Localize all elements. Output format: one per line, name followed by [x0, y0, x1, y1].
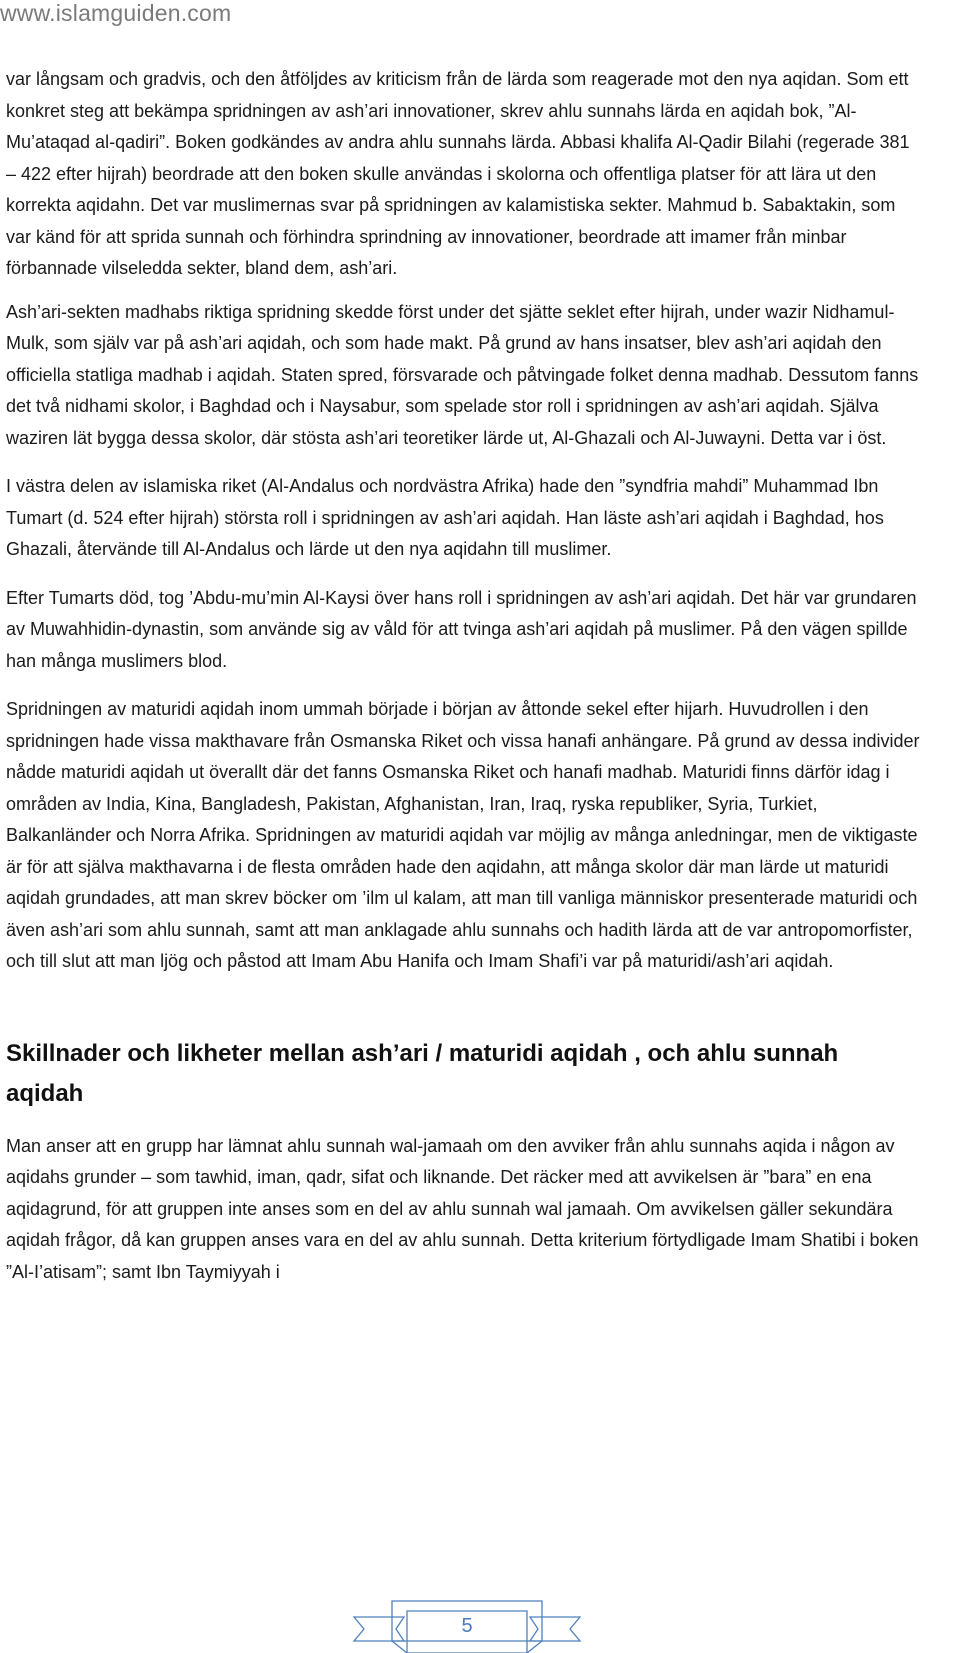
section-heading: Skillnader och likheter mellan ash’ari / maturidi aqidah , och ahlu sunnah aqidah [6, 1039, 839, 1107]
paragraph-6: Man anser att en grupp har lämnat ahlu sunnah wal-jamaah om den avviker från ahlu sunnahs aqida i någon av aqidahs grunder – som tawhid, iman, qadr, sifat och liknande. Det räcker med att avvikelsen är ”bara” en ena aqidagrund, för att gruppen inte anses som en del av ahlu sunnah wal jamaah. Om avvikelsen gäller sekundära aqidah frågor, då kan gruppen anses vara en del av ahlu sunnah. Detta kriterium förtydligade Imam Shatibi i boken ”Al-I’atisam”; samt Ibn Taymiyyah i [6, 1135, 919, 1282]
paragraph-5: Spridningen av maturidi aqidah inom ummah började i början av åttonde sekel efter hijarh. Huvudrollen i den spridningen hade vissa makthavare från Osmanska Riket och vissa hanafi anhängare. På grund av dessa individer nådde maturidi aqidah ut överallt där det fanns Osmanska Riket och hanafi madhab. Maturidi finns därför idag i områden av India, Kina, Bangladesh, Pakistan, Afghanistan, Iran, Iraq, ryska republiker, Syria, Turkiet, Balkanländer och Norra Afrika. Spridningen av maturidi aqidah var möjlig av många anledningar, men de viktigaste är för att själva makthavarna i de flesta områden hade den aqidahn, att många skolor där man lärde ut maturidi aqidah grundades, att man skrev böcker om ’ilm ul kalam, att man till vanliga människor presenterade maturidi och även ash’ari som ahlu sunnah, samt att man anklagade ahlu sunnahs och hadith lärda att de var antropomorfister, och till slut att man ljög och påstod att Imam Abu Hanifa och Imam Shafi’i var på maturidi/ash’ari aqidah. [6, 699, 920, 971]
paragraph-3: I västra delen av islamiska riket (Al-Andalus och nordvästra Afrika) hade den ”syndfria mahdi” Muhammad Ibn Tumart (d. 524 efter hijrah) största roll i spridningen av ash’ari aqidah. Han läste ash’ari aqidah i Baghdad, hos Ghazali, återvände till Al-Andalus och lärde ut den nya aqidahn till muslimer. [6, 476, 884, 559]
paragraph-4: Efter Tumarts död, tog ’Abdu-mu’min Al-Kaysi över hans roll i spridningen av ash’ari aqidah. Det här var grundaren av Muwahhidin-dynastin, som använde sig av våld för att tvinga ash’ari aqidah på muslimer. På den vägen spillde han många muslimers blod. [6, 587, 917, 671]
page-number: 5 [461, 1615, 473, 1637]
site-url-header: www.islamguiden.com [0, 0, 232, 26]
page-number-scroll [352, 1587, 582, 1653]
document-body [6, 64, 924, 1288]
paragraph-2: Ash’ari-sekten madhabs riktiga spridning skedde först under det sjätte seklet efter hijrah, under wazir Nidhamul-Mulk, som själv var på ash’ari aqidah, och som hade makt. På grund av hans insatser, blev ash’ari aqidah den officiella statliga madhab i aqidah. Staten spred, försvarade och påtvingade folket denna madhab. Dessutom fanns det två nidhami skolor, i Baghdad och i Naysabur, som spelade stor roll i spridningen av ash’ari aqidah. Själva waziren lät bygga dessa skolor, där stösta ash’ari teoretiker lärde ut, Al-Ghazali och Al-Juwayni. Detta var i öst. [6, 301, 919, 448]
paragraph-1: var långsam och gradvis, och den åtföljdes av kriticism från de lärda som reagerade mot den nya aqidan. Som ett konkret steg att bekämpa spridningen av ash’ari innovationer, skrev ahlu sunnahs lärda en aqidah bok, ”Al-Mu’ataqad al-qadiri”. Boken godkändes av andra ahlu sunnahs lärda. Abbasi khalifa Al-Qadir Bilahi (regerade 381 – 422 efter hijrah) beordrade att den boken skulle användas i skolorna och offentliga platser för att lära ut den korrekta aqidahn. Det var muslimernas svar på spridningen av kalamistiska sekter. Mahmud b. Sabaktakin, som var känd för att sprida sunnah och förhindra sprindning av innovationer, beordrade att imamer från minbar förbannade vilseledda sekter, bland dem, ash’ari. [6, 69, 910, 278]
